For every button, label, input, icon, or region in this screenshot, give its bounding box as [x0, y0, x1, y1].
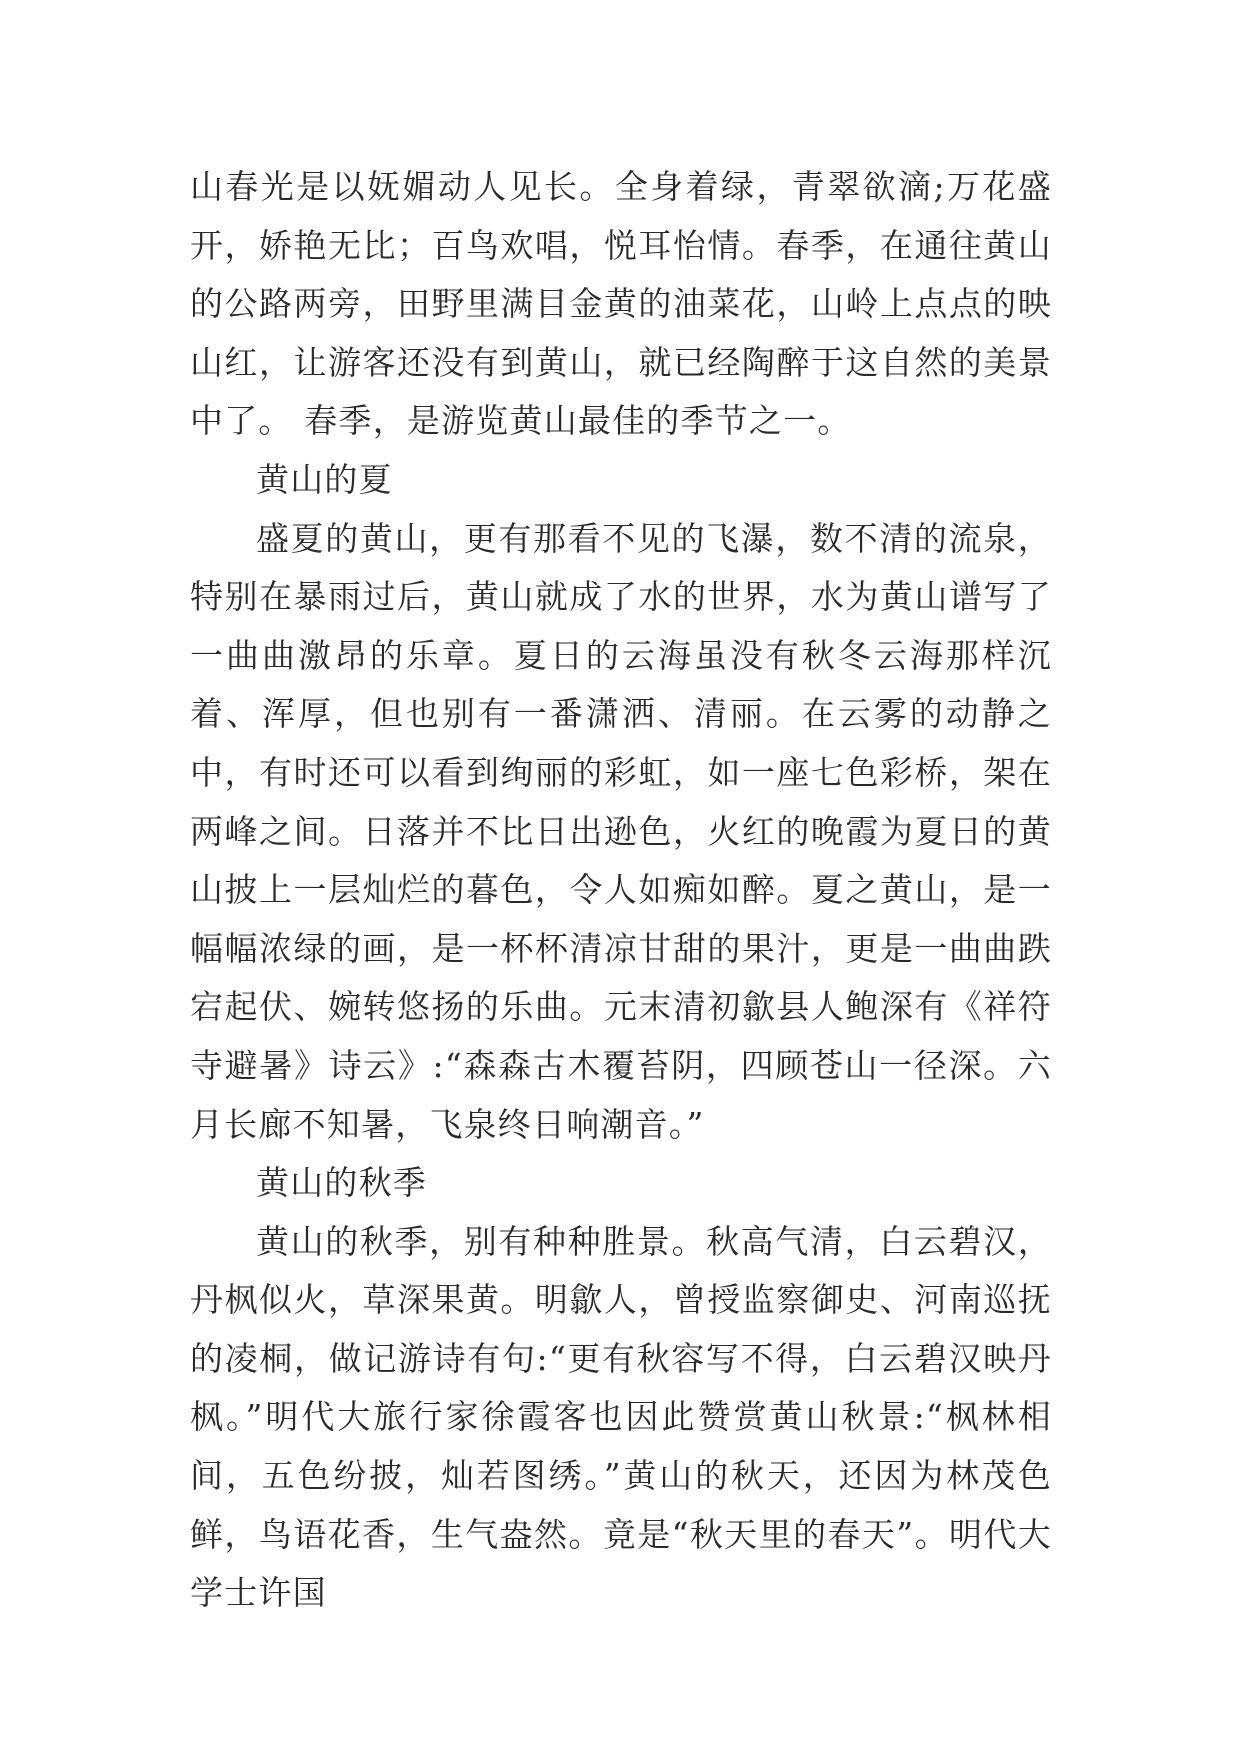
- paragraph-autumn: 黄山的秋季，别有种种胜景。秋高气清，白云碧汉，丹枫似火，草深果黄。明歙人，曾授监察御史、河南巡抚的凌桐，做记游诗有句:“更有秋容写不得，白云碧汉映丹枫。”明代大旅行家徐霞客也因此赞赏黄山秋景:“枫林相间，五色纷披，灿若图绣。”黄山的秋天，还因为林茂色鲜，鸟语花香，生气盎然。竟是“秋天里的春天”。明代大学士许国: [190, 1221, 1052, 1613]
- heading-autumn: 黄山的秋季: [256, 1163, 427, 1203]
- document-body: [190, 158, 1052, 1623]
- paragraph-summer: 盛夏的黄山，更有那看不见的飞瀑，数不清的流泉，特别在暴雨过后，黄山就成了水的世界，水为黄山谱写了一曲曲激昂的乐章。夏日的云海虽没有秋冬云海那样沉着、浑厚，但也别有一番潇洒、清丽。在云雾的动静之中，有时还可以看到绚丽的彩虹，如一座七色彩桥，架在两峰之间。日落并不比日出逊色，火红的晚霞为夏日的黄山披上一层灿烂的暮色，令人如痴如醉。夏之黄山，是一幅幅浓绿的画，是一杯杯清凉甘甜的果汁，更是一曲曲跌宕起伏、婉转悠扬的乐曲。元末清初歙县人鲍深有《祥符寺避暑》诗云》:“森森古木覆苔阴，四顾苍山一径深。六月长廊不知暑，飞泉终日响潮音。”: [190, 518, 1052, 1144]
- heading-summer: 黄山的夏: [256, 459, 393, 499]
- paragraph-spring-continuation: 山春光是以妩媚动人见长。全身着绿，青翠欲滴;万花盛开，娇艳无比；百鸟欢唱，悦耳怡情。春季，在通往黄山的公路两旁，田野里满目金黄的油菜花，山岭上点点的映山红，让游客还没有到黄山，就已经陶醉于这自然的美景中了。 春季，是游览黄山最佳的季节之一。: [190, 167, 1052, 441]
